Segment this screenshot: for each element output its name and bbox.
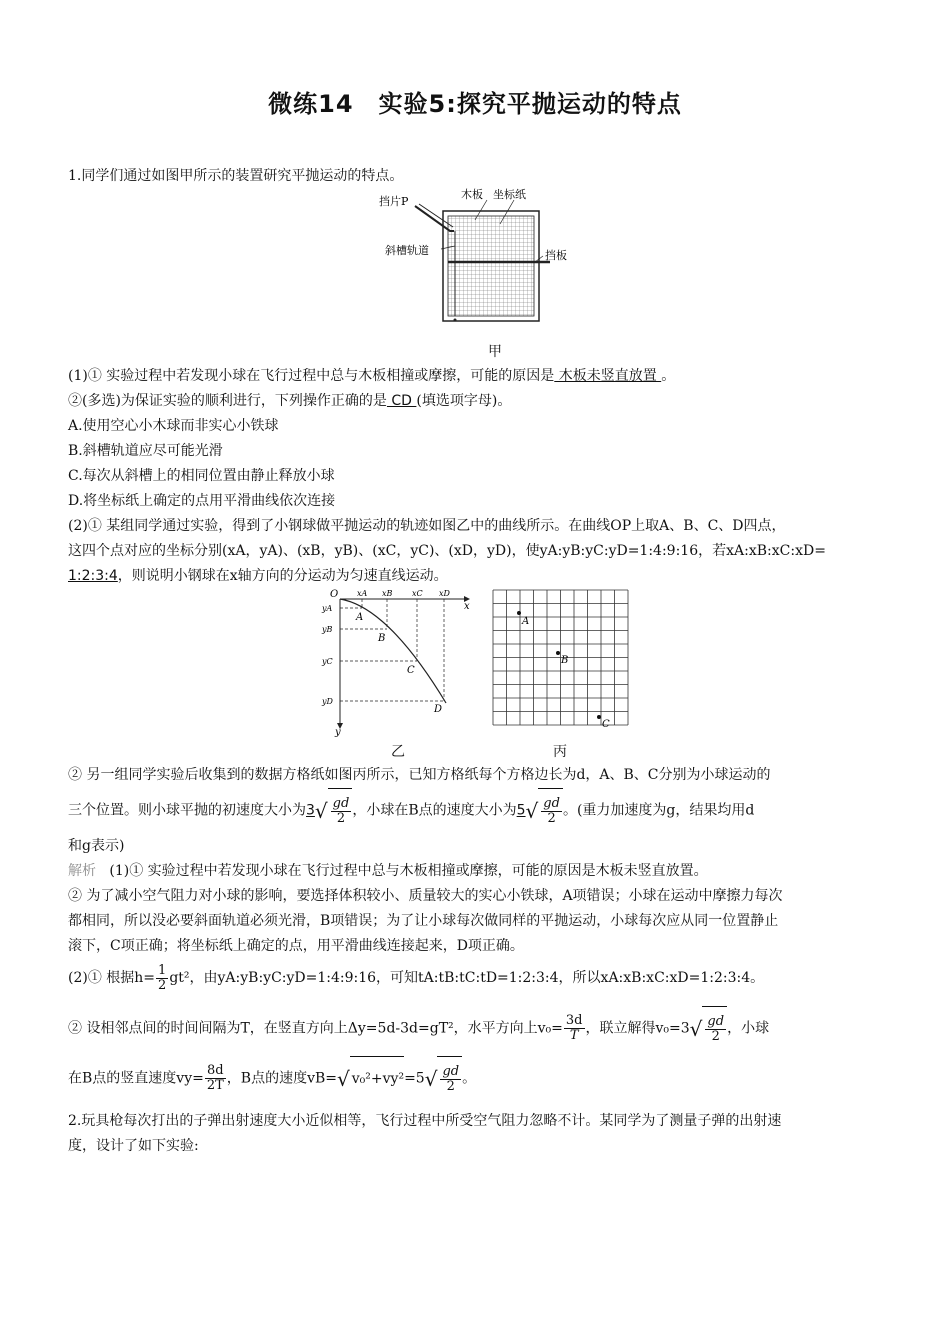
caption-bing: 丙 [553, 744, 567, 760]
caption-yi: 乙 [391, 744, 405, 760]
analysis-line-6: ② 设相邻点间的时间间隔为T，在竖直方向上Δy=5d-3d=gT²，水平方向上v₀= $\frac{3d}{T}$ ，联立解得v₀=3√ $\frac{gd}{2}$ ，小球 [68, 1006, 883, 1051]
option-a: A.使用空心小木球而非实心小铁球 [68, 418, 279, 434]
q2-line-2: 度，设计了如下实验: [68, 1138, 199, 1154]
point-b-label: B [378, 633, 386, 644]
point-d-label: D [434, 704, 443, 715]
analysis-line-5: (2)① 根据h= $\frac{1}{2}$ gt²，由yA:yB:yC:yD=1:4:9:16，可知tA:tB:tC:tD=1:2:3:4，所以xA:xB:xC:xD=1:2:3:4。 [68, 962, 765, 993]
analysis-line-4: 滚下，C项正确；将坐标纸上确定的点，用平滑曲线连接起来，D项正确。 [68, 938, 524, 954]
q1-part2-1a: (2)① 某组同学通过实验，得到了小钢球做平抛运动的轨迹如图乙中的曲线所示。在曲线OP上取A、B、C、D四点， [68, 518, 786, 534]
point-a-label: A [356, 612, 364, 623]
q1-part2-1c: 1:2:3:4，则说明小钢球在x轴方向的分运动为匀速直线运动。 [68, 568, 448, 584]
q2-line-1: 2.玩具枪每次打出的子弹出射速度大小近似相等，飞行过程中所受空气阻力忽略不计。某同学为了测量子弹的出射速 [68, 1113, 782, 1129]
figure-bing [491, 588, 631, 733]
analysis-line-3: 都相同，所以没必要斜面轨道必须光滑，B项错误；为了让小球每次做同样的平抛运动，小球每次应从同一位置静止 [68, 913, 779, 929]
q1-part1-1: (1)① 实验过程中若发现小球在飞行过程中总与木板相撞或摩擦，可能的原因是 木板未竖直放置 。 [68, 368, 676, 384]
point-b-label: B [561, 655, 569, 666]
sqrt-gd-2: √ $\frac{gd}{2}$ [690, 1006, 727, 1051]
point-b [556, 651, 560, 655]
grid-paper [448, 216, 534, 316]
y-axis-label: y [335, 727, 341, 737]
sqrt-gd-2: √ $\frac{gd}{2}$ [425, 1056, 462, 1101]
answer-blank: 木板未竖直放置 [554, 368, 662, 384]
analysis-line-2: ② 为了减小空气阻力对小球的影响，要选择体积较小、质量较大的实心小铁球，A项错误；小球在运动中摩擦力每次 [68, 888, 783, 904]
xtick-b: xB [382, 589, 393, 598]
q1-part2-2c: 和g表示) [68, 838, 125, 854]
xtick-d: xD [439, 589, 450, 598]
caption-jia: 甲 [488, 344, 502, 360]
answer-blank: 5 [516, 802, 526, 819]
point-c [597, 715, 601, 719]
sqrt-velocity: √ v₀²+vy² [337, 1056, 404, 1101]
ytick-b: yB [322, 625, 333, 634]
q1-part2-2a: ② 另一组同学实验后收集到的数据方格纸如图丙所示，已知方格纸每个方格边长为d，A、B、C分别为小球运动的 [68, 767, 771, 783]
option-b: B.斜槽轨道应尽可能光滑 [68, 443, 223, 459]
figure-jia [375, 186, 585, 338]
ytick-a: yA [322, 604, 333, 613]
q1-part1-2: ②(多选)为保证实验的顺利进行，下列操作正确的是 CD (填选项字母)。 [68, 393, 512, 409]
page-title: 微练14 实验5:探究平抛运动的特点 [268, 90, 682, 118]
xtick-a: xA [357, 589, 368, 598]
ytick-d: yD [322, 697, 333, 706]
label-chute: 斜槽轨道 [385, 244, 429, 257]
x-axis-label: x [464, 601, 470, 612]
point-a [517, 611, 521, 615]
point-c-label: C [602, 719, 610, 730]
q1-part2-1b: 这四个点对应的坐标分别(xA，yA)、(xB，yB)、(xC，yC)、(xD，yD)，使yA:yB:yC:yD=1:4:9:16，若xA:xB:xC:xD= [68, 543, 826, 559]
analysis-line-7: 在B点的竖直速度vy= $\frac{8d}{2T}$ ，B点的速度vB=√ v₀²+vy²=5√ $\frac{gd}{2}$ 。 [68, 1056, 883, 1101]
label-grid-paper: 坐标纸 [493, 188, 526, 201]
figure-yi [318, 587, 478, 737]
answer-blank: 3 [306, 802, 315, 819]
label-baffle-p: 挡片P [379, 195, 409, 208]
analysis-line-1: 解析 (1)① 实验过程中若发现小球在飞行过程中总与木板相撞或摩擦，可能的原因是木板未竖直放置。 [68, 863, 708, 879]
label-board: 木板 [461, 188, 483, 201]
q1-stem: 1.同学们通过如图甲所示的装置研究平抛运动的特点。 [68, 168, 404, 184]
option-c: C.每次从斜槽上的相同位置由静止释放小球 [68, 468, 335, 484]
analysis-tag: 解析 [68, 863, 96, 879]
answer-blank: 1:2:3:4 [68, 568, 118, 584]
xtick-c: xC [412, 589, 423, 598]
origin-label: O [330, 589, 339, 600]
sqrt-gd-2: √ $\frac{gd}{2}$ [526, 788, 563, 833]
label-baffle: 挡板 [545, 249, 567, 262]
point-c-label: C [407, 665, 415, 676]
answer-blank: CD [386, 393, 417, 409]
ytick-c: yC [322, 657, 333, 666]
option-d: D.将坐标纸上确定的点用平滑曲线依次连接 [68, 493, 336, 509]
point-a-label: A [522, 616, 530, 627]
q1-part2-2b: 三个位置。则小球平抛的初速度大小为3√ $\frac{gd}{2}$ ，小球在B点的速度大小为5√ $\frac{gd}{2}$ 。(重力加速度为g，结果均用d [68, 788, 883, 833]
sqrt-gd-2: √ $\frac{gd}{2}$ [315, 788, 352, 833]
